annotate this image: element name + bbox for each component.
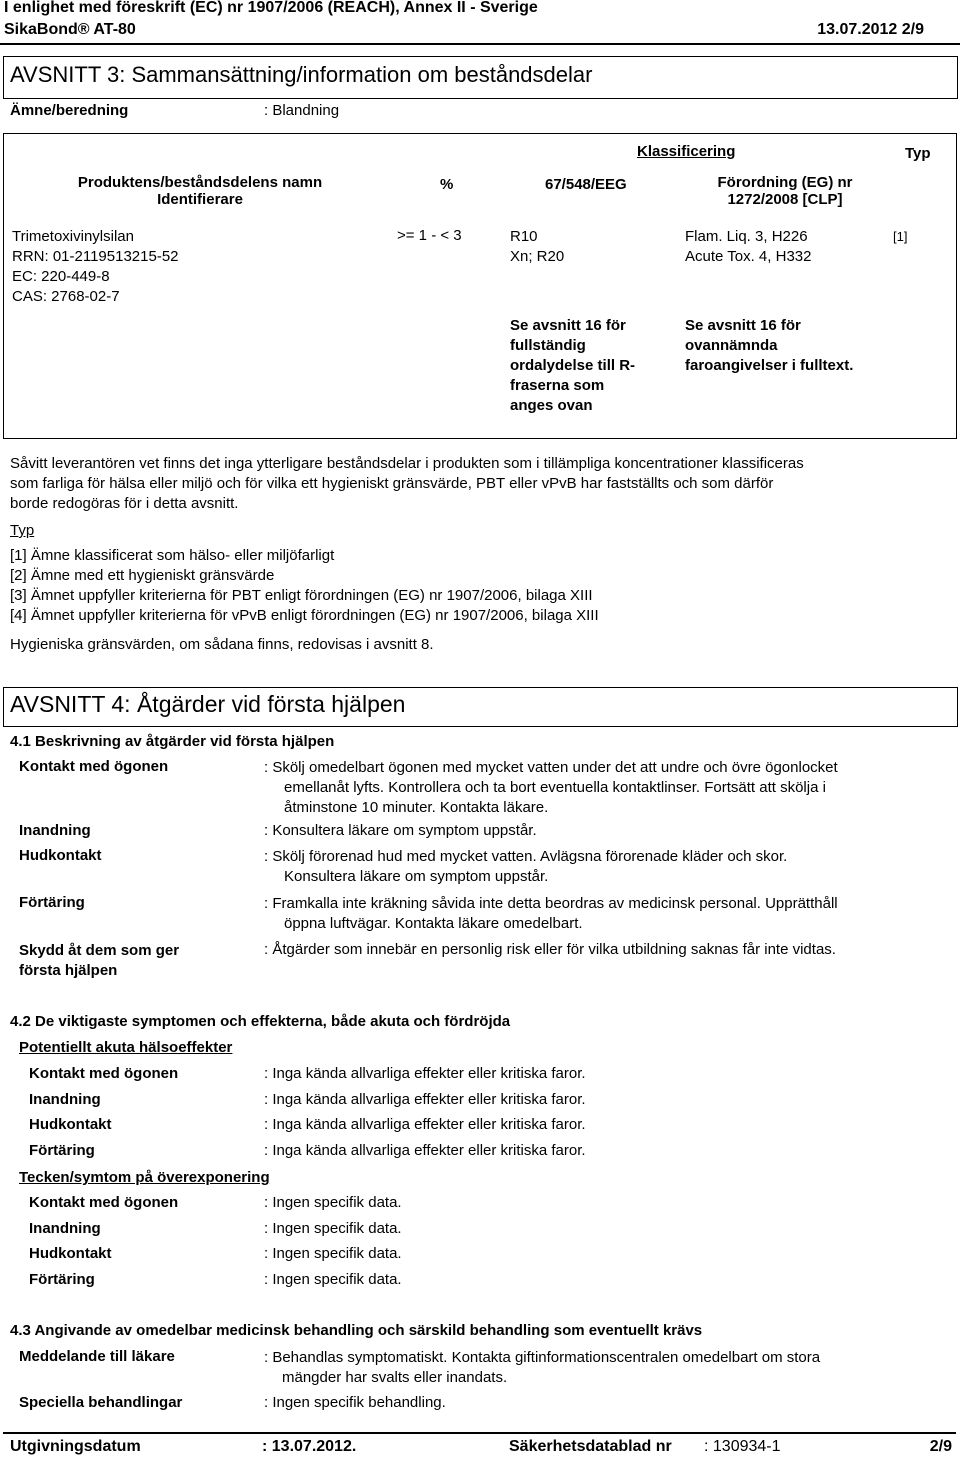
- s43-title: 4.3 Angivande av omedelbar medicinsk behandling och särskild behandling som eventuellt krävs: [10, 1322, 703, 1339]
- s41-inhalation-label: Inandning: [19, 822, 91, 839]
- typ-legend-heading: Typ: [10, 522, 35, 539]
- sds-number-label: Säkerhetsdatablad nr: [509, 1438, 672, 1455]
- over-skin-text: : Ingen specifik data.: [264, 1245, 402, 1262]
- doctor-note-text: : Behandlas symptomatiskt. Kontakta giftinformationscentralen omedelbart om stora mängder har svalts eller inandats.: [264, 1349, 821, 1386]
- col-eeg-heading: 67/548/EEG: [545, 176, 627, 193]
- hygiene-note: Hygieniska gränsvärden, om sådana finns, redovisas i avsnitt 8.: [10, 636, 434, 653]
- typ-heading: Typ: [905, 145, 931, 162]
- over-eyes-text: : Ingen specifik data.: [264, 1194, 402, 1211]
- s41-skin-text: : Skölj förorenad hud med mycket vatten. Avlägsna förorenade kläder och skor. Konsultera läkare om symptom uppstår.: [264, 848, 788, 885]
- issue-date-value: : 13.07.2012.: [262, 1438, 357, 1455]
- page-number: 2/9: [929, 1438, 952, 1455]
- over-ingestion-text: : Ingen specifik data.: [264, 1271, 402, 1288]
- s41-eyes-label: Kontakt med ögonen: [19, 758, 169, 775]
- over-inhalation-label: Inandning: [29, 1220, 101, 1237]
- s41-ingestion-text: : Framkalla inte kräkning såvida inte detta beordras av medicinsk personal. Upprätthåll öppna luftvägar. Kontakta läkare omedelbart.: [264, 895, 838, 932]
- s41-title: 4.1 Beskrivning av åtgärder vid första hjälpen: [10, 733, 335, 750]
- section3-paragraph: Såvitt leverantören vet finns det inga ytterligare beståndsdelar i produkten som i tillämpliga koncentrationer klassificeras som farliga för hälsa eller miljö och för vilka ett hygieniskt gränsvärde, PBT eller vPvB har fastställts och som därför borde redogöras för i detta avsnitt.: [10, 455, 804, 512]
- eeg-classification: R10 Xn; R20: [510, 228, 565, 265]
- product-name: SikaBond® AT-80: [4, 21, 136, 38]
- acute-skin-label: Hudkontakt: [29, 1116, 112, 1133]
- special-treatment-label: Speciella behandlingar: [19, 1394, 183, 1411]
- footer-rule: [3, 1432, 956, 1434]
- s41-eyes-text: : Skölj omedelbart ögonen med mycket vatten under det att undre och övre ögonlocket emellanåt lyfts. Kontrollera och ta bort eventuella kontaktlinser. Fortsätt att skölja i åtminstone 10 minuter. Kontakta läkare.: [264, 759, 838, 816]
- doctor-note-label: Meddelande till läkare: [19, 1348, 175, 1365]
- sds-number-value: : 130934-1: [704, 1438, 781, 1455]
- acute-ingestion-text: : Inga kända allvarliga effekter eller kritiska faror.: [264, 1142, 586, 1159]
- substance-value: : Blandning: [264, 102, 340, 119]
- acute-ingestion-label: Förtäring: [29, 1142, 95, 1159]
- over-ingestion-label: Förtäring: [29, 1271, 95, 1288]
- substance-typ: [1]: [893, 229, 908, 244]
- col-clp-heading: Förordning (EG) nr 1272/2008 [CLP]: [717, 174, 853, 208]
- regulation-heading: I enlighet med föreskrift (EC) nr 1907/2006 (REACH), Annex II - Sverige: [4, 0, 538, 16]
- acute-inhalation-text: : Inga kända allvarliga effekter eller kritiska faror.: [264, 1091, 586, 1108]
- acute-skin-text: : Inga kända allvarliga effekter eller kritiska faror.: [264, 1116, 586, 1133]
- s41-inhalation-text: : Konsultera läkare om symptom uppstår.: [264, 822, 537, 839]
- col-name-heading: Produktens/beståndsdelens namn Identifierare: [77, 174, 323, 208]
- section4-title: AVSNITT 4: Åtgärder vid första hjälpen: [10, 691, 406, 717]
- s41-ingestion-label: Förtäring: [19, 894, 85, 911]
- acute-eyes-text: : Inga kända allvarliga effekter eller kritiska faror.: [264, 1065, 586, 1082]
- clp-classification: Flam. Liq. 3, H226 Acute Tox. 4, H332: [685, 228, 812, 265]
- substance-percent: >= 1 - < 3: [397, 227, 462, 244]
- issue-date-label: Utgivningsdatum: [10, 1438, 141, 1455]
- acute-effects-heading: Potentiellt akuta hälsoeffekter: [19, 1039, 233, 1056]
- clp-note: Se avsnitt 16 för ovannämnda faroangivelser i fulltext.: [685, 317, 854, 374]
- overexposure-heading: Tecken/symtom på överexponering: [19, 1169, 270, 1186]
- substance-label: Ämne/beredning: [10, 102, 129, 119]
- over-skin-label: Hudkontakt: [29, 1245, 112, 1262]
- s42-title: 4.2 De viktigaste symptomen och effekterna, både akuta och fördröjda: [10, 1013, 511, 1030]
- over-inhalation-text: : Ingen specifik data.: [264, 1220, 402, 1237]
- special-treatment-text: : Ingen specifik behandling.: [264, 1394, 446, 1411]
- s41-protection-text: : Åtgärder som innebär en personlig risk eller för vilka utbildning saknas får inte vidtas.: [264, 941, 836, 958]
- section3-title: AVSNITT 3: Sammansättning/information om beståndsdelar: [10, 62, 593, 87]
- col-percent-heading: %: [440, 176, 454, 193]
- acute-inhalation-label: Inandning: [29, 1091, 101, 1108]
- over-eyes-label: Kontakt med ögonen: [29, 1194, 179, 1211]
- s41-protection-label: Skydd åt dem som ger första hjälpen: [19, 942, 180, 979]
- acute-eyes-label: Kontakt med ögonen: [29, 1065, 179, 1082]
- header-date-page: 13.07.2012 2/9: [817, 21, 924, 38]
- substance-identifiers: Trimetoxivinylsilan RRN: 01-2119513215-52 EC: 220-449-8 CAS: 2768-02-7: [12, 228, 179, 305]
- typ-legend: [1] Ämne klassificerat som hälso- eller miljöfarligt [2] Ämne med ett hygieniskt gränsvärde [3] Ämnet uppfyller kriterierna för PBT enligt förordningen (EG) nr 1907/2006, bilaga XIII [4] Ämnet uppfyller kriterierna för vPvB enligt förordningen (EG) nr 1907/2006, bilaga XIII: [10, 547, 599, 624]
- s41-skin-label: Hudkontakt: [19, 847, 102, 864]
- eeg-note: Se avsnitt 16 för fullständig ordalydelse till R- fraserna som anges ovan: [510, 317, 636, 414]
- klassificering-heading: Klassificering: [637, 143, 736, 160]
